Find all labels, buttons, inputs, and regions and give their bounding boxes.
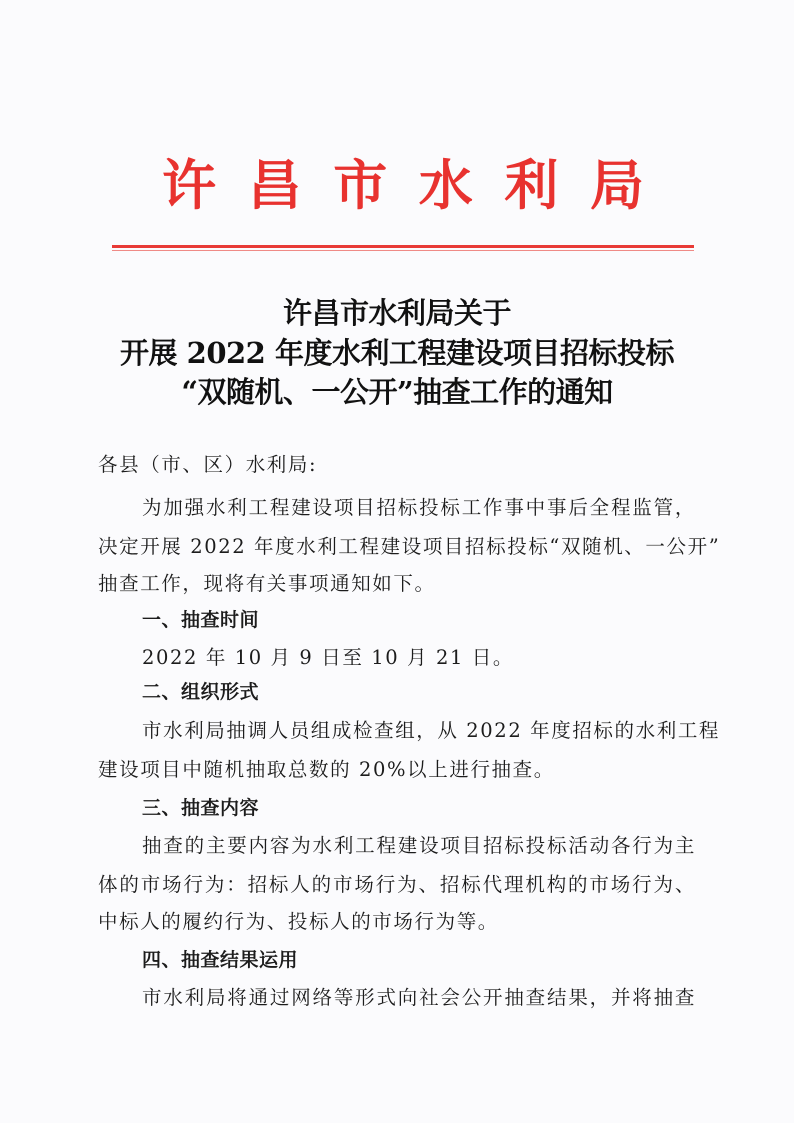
intro-line-2: 决定开展 2022 年度水利工程建设项目招标投标“双随机、一公开”: [98, 535, 721, 558]
letterhead-char: 利: [504, 153, 559, 217]
section-3-line-3: 中标人的履约行为、投标人的市场行为等。: [98, 910, 499, 933]
section-2-line-2: 建设项目中随机抽取总数的 20%以上进行抽查。: [98, 758, 555, 781]
letterhead-char: 许: [162, 153, 216, 217]
section-3-line-1: 抽查的主要内容为水利工程建设项目招标投标活动各行为主: [142, 834, 696, 857]
document-title-line-3: “双随机、一公开”抽查工作的通知: [181, 375, 613, 409]
letterhead-char: 局: [589, 153, 644, 217]
intro-line-1: 为加强水利工程建设项目招标投标工作事中事后全程监管，: [142, 496, 696, 519]
section-1-line-1: 2022 年 10 月 9 日至 10 月 21 日。: [142, 646, 514, 669]
intro-line-3: 抽查工作，现将有关事项通知如下。: [98, 572, 436, 595]
document-title-line-2: 开展 2022 年度水利工程建设项目招标投标: [120, 336, 674, 370]
salutation: 各县（市、区）水利局:: [98, 453, 318, 476]
section-2-line-1: 市水利局抽调人员组成检查组，从 2022 年度招标的水利工程: [142, 719, 721, 742]
section-heading-4: 四、抽查结果运用: [142, 949, 299, 971]
document-title-line-1: 许昌市水利局关于: [282, 296, 511, 330]
letterhead-rule-thick: [112, 245, 694, 248]
letterhead-rule-thin: [112, 250, 694, 251]
letterhead-char: 昌: [247, 153, 302, 217]
section-heading-2: 二、组织形式: [142, 681, 260, 703]
section-4-line-1: 市水利局将通过网络等形式向社会公开抽查结果，并将抽查: [142, 986, 696, 1009]
letterhead-char: 市: [333, 153, 388, 217]
letterhead-char: 水: [418, 153, 473, 217]
section-3-line-2: 体的市场行为：招标人的市场行为、招标代理机构的市场行为、: [98, 873, 696, 896]
section-heading-3: 三、抽查内容: [142, 797, 260, 819]
letterhead-title: [112, 152, 694, 218]
section-heading-1: 一、抽查时间: [142, 609, 260, 631]
